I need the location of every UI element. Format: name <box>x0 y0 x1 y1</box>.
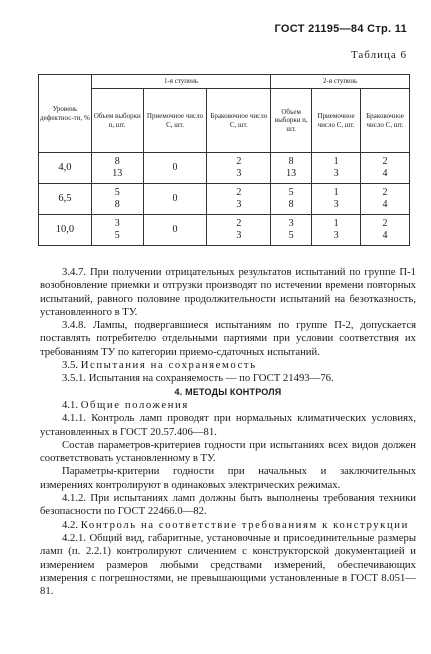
paragraph-3-4-8: 3.4.8. Лампы, подвергавшиеся испытаниям по группе П-2, допускается поставлять потребителю отдельными партиями при условии соответствия их требованиям ТУ по категории приемо-сдаточных испытаний. <box>40 319 416 358</box>
header-reject-1: Браковочное число C, шт. <box>207 89 271 153</box>
heading-4-1 <box>40 399 416 412</box>
cell-n1: 3 5 <box>91 215 143 246</box>
cell-a1: 0 <box>143 215 207 246</box>
header-stage-2: 2-я ступень <box>271 75 410 89</box>
cell-r1: 2 3 <box>207 184 271 215</box>
heading-text: Контроль на соответствие требованиям к конструкции <box>80 518 409 531</box>
table-6 <box>38 74 410 246</box>
table-row <box>39 215 410 246</box>
cell-n2: 5 8 <box>271 184 312 215</box>
cell-r2: 2 4 <box>361 215 410 246</box>
paragraph-4-1-2: 4.1.2. При испытаниях ламп должны быть выполнены требования техники безопасности по ГОСТ 22466.0—82. <box>40 492 416 518</box>
cell-level: 4,0 <box>39 153 92 184</box>
heading-4-2 <box>40 519 416 532</box>
header-accept-2: Приемочное число C, шт. <box>312 89 361 153</box>
page-header: ГОСТ 21195—84 Стр. 11 <box>274 23 407 35</box>
cell-n2: 3 5 <box>271 215 312 246</box>
header-accept-1: Приемочное число C, шт. <box>143 89 207 153</box>
heading-number: 4.2. <box>62 518 79 531</box>
heading-text: Испытания на сохраняемость <box>80 359 257 372</box>
cell-r1: 2 3 <box>207 153 271 184</box>
cell-a1: 0 <box>143 153 207 184</box>
body-text <box>40 266 416 598</box>
section-title: 4. МЕТОДЫ КОНТРОЛЯ <box>174 386 282 397</box>
paragraph-4-2-1: 4.2.1. Общий вид, габаритные, установочные и присоединительные размеры ламп (п. 2.2.1) контролируют сличением с конструкторской документацией и измерением размеров любыми средствами измерений, обеспечивающих измерения с погрешностями, не превышающими установленные в ГОСТ 8.051—81. <box>40 531 416 598</box>
header-sample-1: Объем выборки n, шт. <box>91 89 143 153</box>
cell-a1: 0 <box>143 184 207 215</box>
heading-text: Общие положения <box>80 398 189 411</box>
cell-a2: 1 3 <box>312 184 361 215</box>
paragraph-4-1-1: 4.1.1. Контроль ламп проводят при нормальных климатических условиях, установленных в ГОСТ 20.57.406—81. <box>40 412 416 438</box>
cell-n1: 5 8 <box>91 184 143 215</box>
cell-a2: 1 3 <box>312 215 361 246</box>
cell-n2: 8 13 <box>271 153 312 184</box>
heading-3-5 <box>40 359 416 372</box>
header-level: Уровень дефектнос-ти, % <box>39 75 92 153</box>
heading-number: 4.1. <box>62 398 79 411</box>
cell-r2: 2 4 <box>361 153 410 184</box>
cell-n1: 8 13 <box>91 153 143 184</box>
table-row <box>39 153 410 184</box>
header-stage-1: 1-я ступень <box>91 75 270 89</box>
header-sample-2: Объем выборки n, шт. <box>271 89 312 153</box>
paragraph-4-1-1-b: Состав параметров-критериев годности при испытаниях всех видов должен соответствовать установленному в ТУ. <box>40 438 416 465</box>
cell-level: 10,0 <box>39 215 92 246</box>
header-reject-2: Браковочное число C, шт. <box>361 89 410 153</box>
paragraph-3-5-1: 3.5.1. Испытания на сохраняемость — по ГОСТ 21493—76. <box>62 372 334 385</box>
cell-a2: 1 3 <box>312 153 361 184</box>
heading-number: 3.5. <box>62 359 79 372</box>
paragraph-3-4-7: 3.4.7. При получении отрицательных результатов испытаний по группе П-1 возобновление приемки и отгрузки производят по истечении времени повторных испытаний, равного половине продолжительности испытаний на безотказность, установленного в ТУ. <box>40 266 416 318</box>
cell-level: 6,5 <box>39 184 92 215</box>
cell-r1: 2 3 <box>207 215 271 246</box>
paragraph-4-1-1-c: Параметры-критерии годности при начальных и заключительных измерениях контролируют в одинаковых электрических режимах. <box>40 465 416 491</box>
table-row <box>39 184 410 215</box>
table-title: Таблица 6 <box>350 49 407 61</box>
cell-r2: 2 4 <box>361 184 410 215</box>
